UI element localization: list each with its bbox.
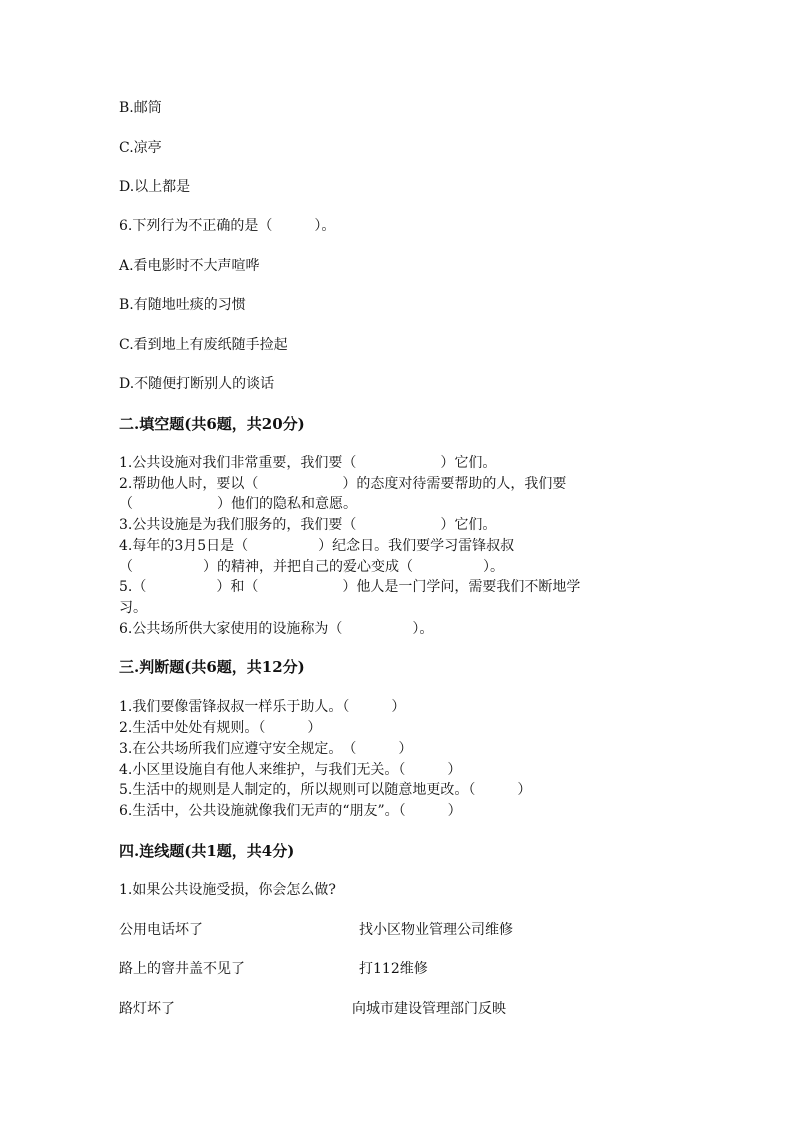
match-left-2: 路上的窨井盖不见了	[119, 961, 245, 977]
q6-option-b: B.有随地吐痰的习惯	[119, 297, 246, 313]
option-c-pavilion: C.凉亭	[119, 140, 162, 156]
match-question: 1.如果公共设施受损，你会怎么做?	[119, 882, 336, 898]
judge-line-5: 5.生活中的规则是人制定的，所以规则可以随意地更改。（ ）	[119, 782, 532, 798]
match-right-2: 打112维修	[359, 961, 428, 977]
fill-line-6: （ ）的精神，并把自己的爱心变成（ ）。	[119, 559, 504, 575]
match-left-3: 路灯坏了	[119, 1001, 175, 1017]
judge-line-3: 3.在公共场所我们应遵守安全规定。 （ ）	[119, 741, 413, 757]
judge-line-4: 4.小区里设施自有他人来维护，与我们无关。（ ）	[119, 762, 462, 778]
option-d-all: D.以上都是	[119, 179, 191, 195]
match-right-1: 找小区物业管理公司维修	[359, 922, 513, 938]
fill-line-8: 习。	[119, 600, 147, 616]
match-left-1: 公用电话坏了	[119, 922, 203, 938]
fill-line-2: 2.帮助他人时，要以（ ）的态度对待需要帮助的人，我们要	[119, 476, 567, 492]
section-3-heading: 三.判断题(共6题，共12分)	[119, 658, 305, 676]
judge-line-2: 2.生活中处处有规则。（ ）	[119, 720, 322, 736]
q6-option-c: C.看到地上有废纸随手捡起	[119, 337, 288, 353]
fill-line-4: 3.公共设施是为我们服务的，我们要（ ）它们。	[119, 517, 497, 533]
fill-line-9: 6.公共场所供大家使用的设施称为（ ）。	[119, 621, 434, 637]
fill-line-5: 4.每年的3月5日是（ ）纪念日。我们要学习雷锋叔叔	[119, 538, 515, 554]
q6-option-d: D.不随便打断别人的谈话	[119, 376, 275, 392]
section-2-heading: 二.填空题(共6题，共20分)	[119, 415, 305, 433]
q6-option-a: A.看电影时不大声喧哗	[119, 258, 260, 274]
judge-line-6: 6.生活中，公共设施就像我们无声的“朋友”。（ ）	[119, 803, 462, 819]
judge-line-1: 1.我们要像雷锋叔叔一样乐于助人。（ ）	[119, 699, 406, 715]
fill-line-1: 1.公共设施对我们非常重要，我们要（ ）它们。	[119, 455, 497, 471]
fill-line-7: 5.（ ）和（ ）他人是一门学问，需要我们不断地学	[119, 579, 581, 595]
match-right-3: 向城市建设管理部门反映	[352, 1001, 506, 1017]
section-4-heading: 四.连线题(共1题，共4分)	[119, 842, 295, 860]
question-6-stem: 6.下列行为不正确的是（ ）。	[119, 218, 336, 234]
fill-line-3: （ ）他们的隐私和意愿。	[119, 496, 357, 512]
option-b-mailbox: B.邮筒	[119, 100, 162, 116]
